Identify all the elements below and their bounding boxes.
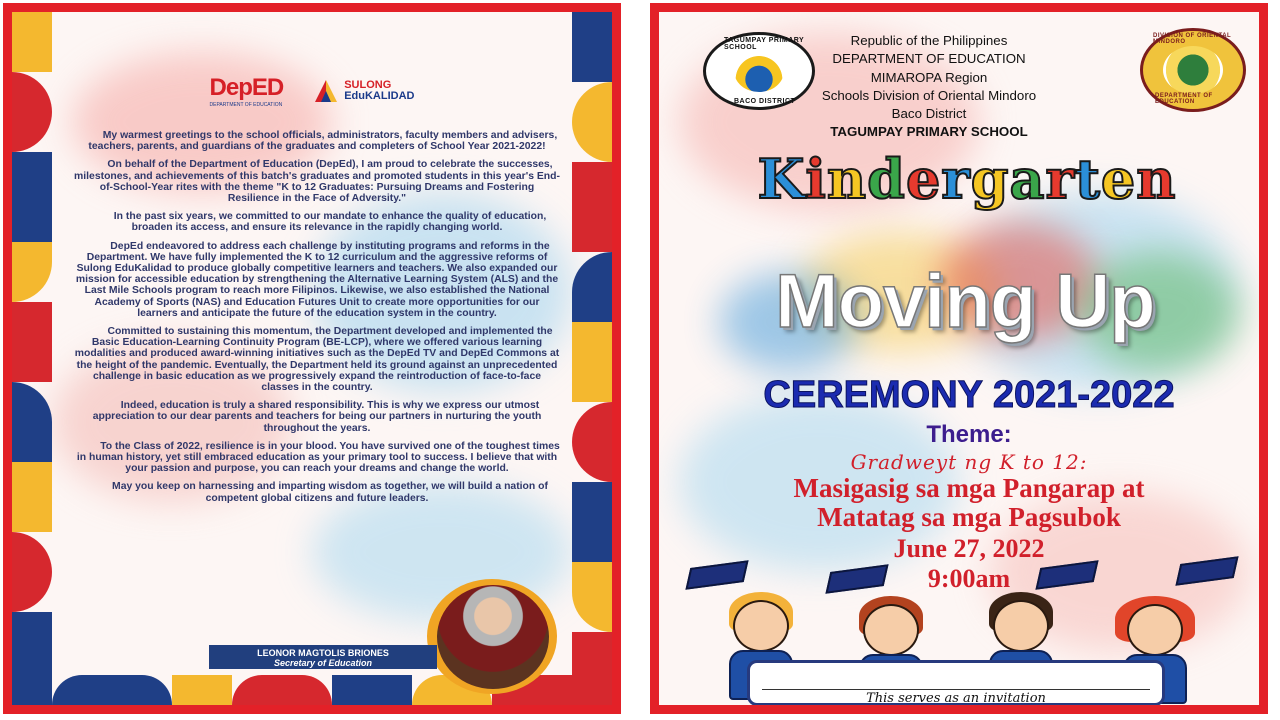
seal-text-bottom: DEPARTMENT OF EDUCATION [1155, 93, 1213, 105]
header-line: Schools Division of Oriental Mindoro [821, 87, 1037, 103]
decor-shape [52, 675, 172, 705]
message-paragraph: DepEd endeavored to address each challenge by instituting programs and reforms in the Department. We have fully implemented the K to 12 curriculum and the aggressive reforms of Sulong EduKalidad to produce globally competitive learners and teachers. We also expanded our mission for accessible education by strengthening the Alternative Learning System (ALS) and the Last Mile Schools program to reach more Filipinos. Likewise, we also established the National Academy of Sports (NAS) and Education Futures Unit to create more opportunities for our learners and anticipate the future of the education system in the country. [75, 240, 559, 319]
decor-shape [232, 675, 332, 705]
division-seal-emblem-icon [1163, 46, 1223, 94]
decor-shape [12, 612, 52, 712]
kindergarten-letter: K [757, 147, 806, 211]
signatory-title: Secretary of Education [273, 658, 373, 668]
seal-text-top: TAGUMPAY PRIMARY SCHOOL [724, 37, 805, 51]
decor-shape [332, 675, 412, 705]
sulong-text-top: SULONG [344, 79, 392, 91]
invitation-text: This serves as an invitation [866, 691, 1046, 706]
decor-shape [12, 152, 52, 242]
event-time: 9:00am [927, 564, 1011, 593]
secretary-message-page [3, 3, 621, 714]
kindergarten-letter: r [1045, 147, 1075, 211]
decor-shape [172, 675, 232, 705]
decor-shape [12, 462, 52, 532]
decor-shape [572, 252, 612, 322]
kindergarten-letter: d [867, 147, 906, 211]
seal-text-bottom: BACO DISTRICT [734, 98, 796, 105]
logo-row [12, 74, 612, 108]
decor-shape [572, 482, 612, 562]
header-line: MIMAROPA Region [870, 69, 988, 85]
header-line: Republic of the Philippines [850, 33, 1008, 48]
message-paragraph: In the past six years, we committed to our mandate to enhance the quality of education, broaden its access, and ensure its relevance in the rapidly changing world. [113, 211, 547, 234]
kindergarten-letter: i [805, 147, 827, 211]
kindergarten-letter: t [1074, 147, 1101, 211]
decor-shape [572, 322, 612, 402]
decor-shape [12, 242, 52, 302]
deped-logo [210, 74, 284, 108]
decor-shape [572, 402, 612, 482]
decor-shape [12, 532, 52, 612]
invitation-box [747, 660, 1165, 706]
school-seal-emblem-icon [734, 50, 784, 92]
kindergarten-title [687, 147, 1247, 211]
message-paragraph: On behalf of the Department of Education (DepEd), I am proud to celebrate the successes, milestones, and achievements of this batch's graduates and promoted students in this year's End-of-School-Year rites with the theme "K to 12 Graduates: Pursuing Dreams and Fostering Resilience in the Face of Adversity." [74, 159, 560, 205]
message-paragraph: To the Class of 2022, resilience is in your blood. You have survived one of the toughest times in human history, yet still embraced education as your primary tool to success. I believe that with your passion and purpose, you can reach your dreams and change the world. [76, 440, 560, 475]
theme-label: Theme: [926, 421, 1012, 448]
decor-shape [12, 302, 52, 382]
header-line: Baco District [891, 106, 967, 122]
secretary-portrait [437, 585, 549, 689]
decor-shape [572, 162, 612, 252]
kindergarten-letter: n [826, 147, 868, 211]
message-paragraph: Indeed, education is truly a shared responsibility. This is why we express our utmost appreciation to our dear parents and teachers for being our partners in nurturing the youth throughout the years. [92, 400, 542, 434]
sulong-edukalidad-logo [313, 78, 414, 104]
theme-line: Matatag sa mga Pagsubok [817, 502, 1121, 532]
kindergarten-letter: e [905, 147, 942, 211]
message-paragraph: My warmest greetings to the school officials, administrators, faculty members and advisers, teachers, parents, and guardians of the graduates and completers of School Year 2021-2022! [88, 130, 558, 153]
sulong-mark-icon [313, 78, 339, 104]
header-line: DEPARTMENT OF EDUCATION [832, 51, 1026, 67]
moving-up-title: Moving Up [775, 259, 1155, 344]
division-seal-logo [1140, 28, 1246, 112]
decor-shape [12, 382, 52, 462]
ceremony-title: CEREMONY 2021-2022 [763, 374, 1175, 416]
kindergarten-letter: n [1136, 147, 1177, 211]
seal-text-top: DIVISION OF ORIENTAL MINDORO [1153, 33, 1232, 45]
kindergarten-letter: r [941, 147, 971, 211]
decor-shape [572, 12, 612, 82]
signature-block [209, 645, 437, 669]
kindergarten-letter: a [1009, 147, 1046, 211]
signatory-name: LEONOR MAGTOLIS BRIONES [257, 648, 389, 658]
message-body [74, 130, 560, 511]
theme-line: Masigasig sa mga Pangarap at [793, 473, 1145, 503]
decor-shape [12, 12, 52, 72]
header-school-name: TAGUMPAY PRIMARY SCHOOL [830, 124, 1028, 140]
message-paragraph: Committed to sustaining this momentum, the Department developed and implemented the Basic Education-Learning Continuity Program (BE-LCP), where we offered various learning modalities and produced award-winning initiatives such as the DepEd TV and DepEd Commons at the height of the pandemic. Eventually, the Department held its ground against an unprecedented challenge in basic education as we progressively expand the reintroduction of face-to-face classes in the country. [74, 326, 560, 394]
theme-script: Gradweyt ng K to 12: [850, 450, 1088, 474]
message-paragraph: May you keep on harnessing and imparting wisdom as together, we will build a nation of competent global citizens and future leaders. [112, 481, 548, 504]
letterhead [779, 32, 1079, 142]
decor-shape [572, 562, 612, 632]
invitation-page [650, 3, 1268, 714]
event-date: June 27, 2022 [893, 534, 1045, 563]
name-blank-line [762, 689, 1150, 690]
decor-shape [572, 632, 612, 712]
deped-logo-text: DepED [209, 74, 284, 101]
kindergarten-letter: g [970, 147, 1010, 211]
deped-logo-subtext: DEPARTMENT OF EDUCATION [209, 102, 283, 108]
sulong-text-bottom: EduKALIDAD [344, 90, 415, 102]
kindergarten-letter: e [1100, 147, 1137, 211]
